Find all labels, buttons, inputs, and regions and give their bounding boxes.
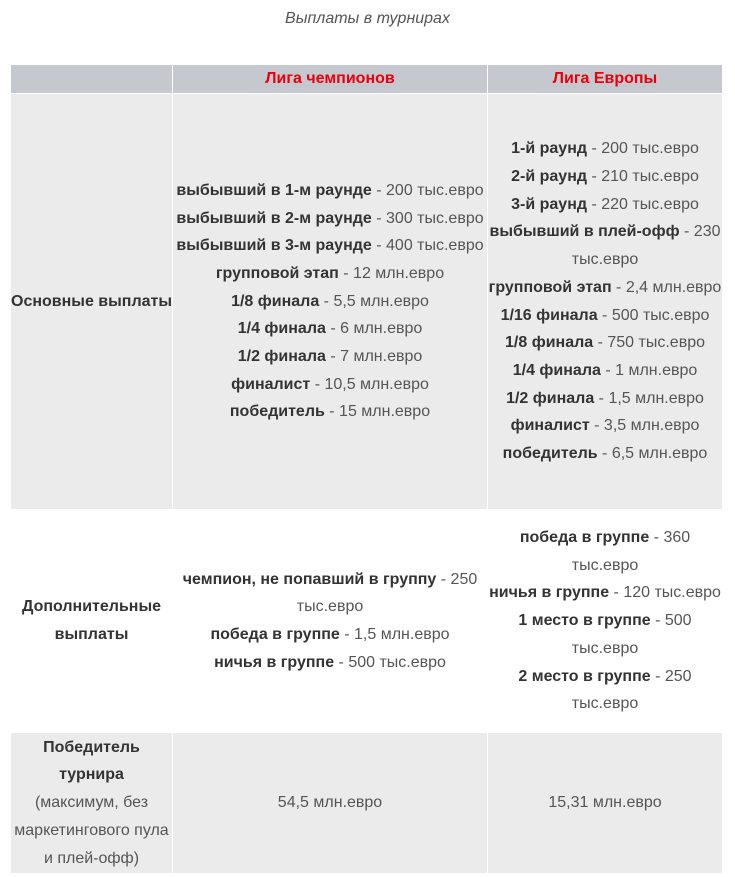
payout-line bbox=[488, 191, 722, 219]
payout-line bbox=[173, 232, 487, 260]
payout-amount: - 500 тыс.евро bbox=[597, 306, 710, 324]
payout-amount: - 250 тыс.евро bbox=[296, 570, 478, 616]
payout-stage: групповой этап bbox=[215, 264, 339, 282]
payout-line bbox=[488, 607, 722, 662]
payout-amount: - 2,4 млн.евро bbox=[611, 278, 722, 296]
payout-line bbox=[488, 302, 722, 330]
table-row-main bbox=[11, 94, 723, 510]
payout-stage: выбывший в плей-офф bbox=[489, 223, 680, 241]
payout-amount: - 750 тыс.евро bbox=[593, 334, 705, 352]
payout-stage: победитель bbox=[502, 445, 598, 463]
payout-line bbox=[173, 649, 487, 677]
payout-amount: - 5,5 млн.евро bbox=[319, 292, 429, 310]
payout-amount: - 230 тыс.евро bbox=[571, 223, 721, 269]
winner-label-bold: Победитель турнира bbox=[43, 738, 140, 784]
payout-amount: - 6 млн.евро bbox=[325, 320, 423, 338]
payout-stage: 1/4 финала bbox=[512, 361, 601, 379]
payout-stage: групповой этап bbox=[488, 278, 612, 296]
payout-line bbox=[488, 135, 722, 163]
payout-amount: - 120 тыс.евро bbox=[609, 584, 721, 602]
cl-main-cell bbox=[173, 94, 488, 510]
payout-amount: - 6,5 млн.евро bbox=[597, 445, 708, 463]
table-caption: Выплаты в турнирах bbox=[285, 10, 450, 27]
el-main-cell bbox=[488, 94, 723, 510]
header-empty bbox=[11, 65, 173, 94]
cl-winner-cell: 54,5 млн.евро bbox=[173, 733, 488, 874]
payout-stage: победа в группе bbox=[210, 626, 340, 643]
payout-line bbox=[173, 205, 487, 233]
payout-line bbox=[488, 579, 722, 607]
payout-line bbox=[488, 663, 722, 718]
payout-line bbox=[488, 218, 722, 273]
row-label-main: Основные выплаты bbox=[11, 94, 173, 510]
payout-amount: - 1,5 млн.евро bbox=[594, 389, 704, 407]
payout-amount: - 15 млн.евро bbox=[324, 403, 431, 421]
header-row bbox=[11, 65, 723, 94]
payout-amount: - 220 тыс.евро bbox=[587, 195, 699, 213]
payout-line bbox=[173, 566, 487, 621]
payout-amount: - 200 тыс.евро bbox=[587, 140, 699, 158]
payout-line bbox=[173, 343, 487, 371]
payout-stage: 2-й раунд bbox=[511, 167, 588, 185]
payout-amount: - 12 млн.евро bbox=[338, 264, 445, 282]
payout-stage: 1-й раунд bbox=[511, 140, 588, 158]
payout-amount: - 7 млн.евро bbox=[325, 348, 423, 366]
table-row-extra bbox=[11, 510, 723, 733]
payout-stage: победитель bbox=[229, 403, 325, 421]
payout-stage: 1/2 финала bbox=[506, 389, 595, 407]
payout-line bbox=[173, 177, 487, 205]
payout-amount: - 400 тыс.евро bbox=[371, 237, 484, 255]
payout-stage: финалист bbox=[231, 375, 311, 393]
header-europa-league: Лига Европы bbox=[488, 65, 723, 94]
payout-stage: 2 место в группе bbox=[518, 667, 651, 685]
cl-extra-cell bbox=[173, 510, 488, 733]
payout-line bbox=[488, 163, 722, 191]
payout-line bbox=[173, 288, 487, 316]
payout-stage: выбывший в 2-м раунде bbox=[176, 209, 372, 227]
row-label-extra: Дополнительные выплаты bbox=[11, 510, 173, 733]
payout-stage: ничья в группе bbox=[214, 653, 335, 671]
header-champions-league: Лига чемпионов bbox=[173, 65, 488, 94]
payout-stage: выбывший в 3-м раунде bbox=[176, 237, 372, 255]
payout-line bbox=[488, 329, 722, 357]
payout-stage: 1/8 финала bbox=[505, 334, 594, 352]
payout-amount: - 360 тыс.евро bbox=[571, 529, 691, 574]
payout-amount: - 300 тыс.евро bbox=[371, 209, 484, 227]
payout-stage: финалист bbox=[510, 417, 590, 435]
el-extra-cell bbox=[488, 510, 723, 733]
payout-amount: - 200 тыс.евро bbox=[371, 181, 484, 199]
el-winner-cell: 15,31 млн.евро bbox=[488, 733, 723, 874]
payout-stage: 3-й раунд bbox=[511, 195, 588, 213]
payout-stage: победа в группе bbox=[519, 529, 650, 547]
payout-line bbox=[488, 357, 722, 385]
payout-amount: - 3,5 млн.евро bbox=[589, 417, 700, 435]
payout-stage: чемпион, не попавший в группу bbox=[182, 570, 437, 588]
payout-amount: - 1 млн.евро bbox=[600, 361, 698, 379]
payout-amount: - 210 тыс.евро bbox=[587, 167, 699, 185]
payout-line bbox=[488, 385, 722, 413]
payout-amount: - 10,5 млн.евро bbox=[310, 375, 429, 393]
payout-stage: 1 место в группе bbox=[518, 612, 651, 630]
payout-line bbox=[488, 524, 722, 579]
payout-stage: ничья в группе bbox=[489, 584, 610, 602]
payout-stage: 1/8 финала bbox=[231, 292, 320, 310]
row-label-winner bbox=[11, 733, 173, 874]
payout-line bbox=[488, 274, 722, 302]
winner-label-sub: (максимум, без маркетингового пула и плей-офф) bbox=[14, 794, 169, 867]
payout-line bbox=[173, 260, 487, 288]
payouts-table bbox=[10, 64, 723, 874]
payout-stage: 1/16 финала bbox=[500, 306, 598, 324]
payout-amount: - 1,5 млн.евро bbox=[339, 626, 450, 643]
table-row-winner bbox=[11, 733, 723, 874]
payout-stage: 1/2 финала bbox=[237, 348, 326, 366]
payout-amount: - 500 тыс.евро bbox=[571, 612, 692, 657]
payout-stage: выбывший в 1-м раунде bbox=[176, 181, 372, 199]
payout-line bbox=[488, 412, 722, 440]
payout-line bbox=[173, 371, 487, 399]
payout-line bbox=[173, 398, 487, 426]
payout-line bbox=[173, 621, 487, 649]
payout-line bbox=[173, 315, 487, 343]
payout-amount: - 500 тыс.евро bbox=[334, 653, 446, 671]
payout-stage: 1/4 финала bbox=[237, 320, 326, 338]
payout-amount: - 250 тыс.евро bbox=[571, 667, 692, 713]
payout-line bbox=[488, 440, 722, 468]
